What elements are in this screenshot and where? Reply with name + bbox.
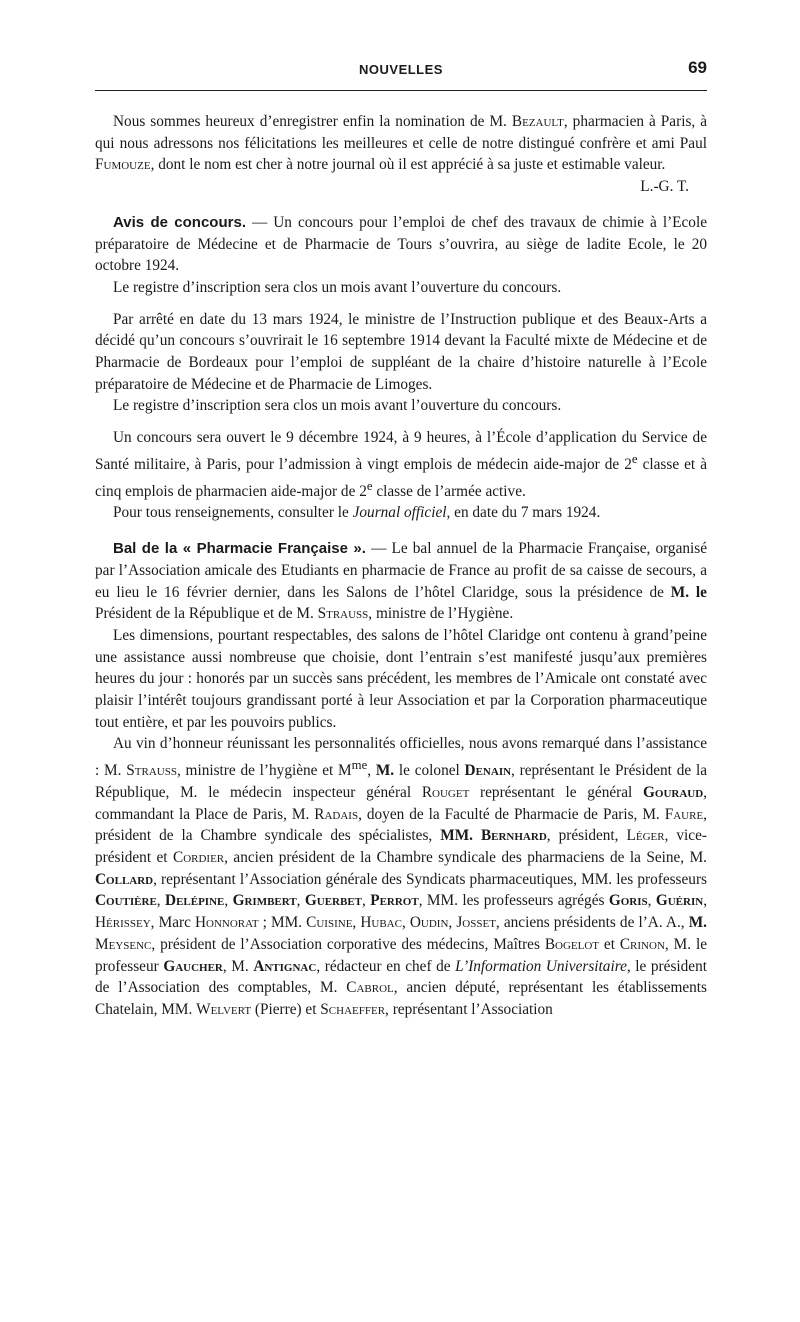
section-heading-avis: Avis de concours. xyxy=(113,213,246,231)
avis-paragraph-3: Par arrêté en date du 13 mars 1924, le ministre de l’Instruction publique et des Beaux-Arts a décidé qu’un concours s’ouvrirait le 16 septembre 1914 devant la Faculté mixte de Médecine et de Pharmacie de Bordeaux pour l’emploi de suppléant de la chaire d’histoire naturelle à l’Ecole préparatoire de Médecine et de Pharmacie de Limoges. xyxy=(95,310,707,393)
avis-paragraph-1: Avis de concours. — Un concours pour l’emploi de chef des travaux de chimie à l’Ecole préparatoire de Médecine et de Pharmacie de Tours s’ouvrira, au siège de ladite Ecole, le 20 octobre 1924. xyxy=(95,213,707,275)
avis-paragraph-4: Le registre d’inscription sera clos un mois avant l’ouverture du concours. xyxy=(113,397,562,415)
signature: L.-G. T. xyxy=(640,178,689,196)
page-number: 69 xyxy=(688,58,707,77)
running-head: NOUVELLES xyxy=(359,62,443,77)
article-body xyxy=(95,111,707,1021)
nomination-paragraph: Nous sommes heureux d’enregistrer enfin la nomination de M. Bezault, pharmacien à Paris, à qui nous adressons nos félicitations les meilleures et celle de notre distingué confrère et ami Paul Fumouze, dont le nom est cher à notre journal où il est apprécié à sa juste et estimable valeur. xyxy=(95,113,708,174)
bal-paragraph-2: Les dimensions, pourtant respectables, des salons de l’hôtel Claridge ont contenu à grand’peine une assistance aussi nombreuse que choisie, dont l’entrain s’est manifesté jusqu’aux premières heures du jour : honorés par un succès sans précédent, les membres de l’Amicale ont constaté avec plaisir l’intérêt toujours grandissant porté à leur Association et par la Corporation pharmaceutique tout entière, et par les pouvoirs publics. xyxy=(95,626,707,731)
name-fumouze: Fumouze xyxy=(95,156,151,174)
journal-officiel: Journal officiel xyxy=(352,504,447,522)
bal-paragraph-1: Bal de la « Pharmacie Française ». — Le bal annuel de la Pharmacie Française, organisé par l’Association amicale des Etudiants en pharmacie de France au profit de sa caisse de secours, a eu lieu le 16 février dernier, dans les Salons de l’hôtel Claridge, sous la présidence de M. le Président de la République et de M. Strauss, ministre de l’Hygiène. xyxy=(95,540,707,623)
avis-paragraph-5: Un concours sera ouvert le 9 décembre 1924, à 9 heures, à l’École d’application du Service de Santé militaire, à Paris, pour l’admission à vingt emplois de médecin aide-major de 2e classe et à cinq emplois de pharmacien aide-major de 2e classe de l’armée active. xyxy=(95,429,707,500)
page-header xyxy=(95,56,707,91)
avis-paragraph-6: Pour tous renseignements, consulter le Journal officiel, en date du 7 mars 1924. xyxy=(113,504,601,522)
bal-paragraph-3: Au vin d’honneur réunissant les personnalités officielles, nous avons remarqué dans l’assistance : M. Strauss, ministre de l’hygiène et $M^{me}$, M. le colonel Denain, représentant le Président de la République, M. le médecin inspecteur général Rouget représentant le général Gouraud, commandant la Place de Paris, M. Radais, doyen de la Faculté de Pharmacie de Paris, M. Faure, président de la Chambre syndicale des spécialistes, MM. Bernhard, président, Léger, vice-président et Cordier, ancien président de la Chambre syndicale des pharmaciens de la Seine, M. Collard, représentant l’Association générale des Syndicats pharmaceutiques, MM. les professeurs Coutière, Delépine, Grimbert, Guerbet, Perrot, MM. les professeurs agrégés Goris, Guérin, Hérissey, Marc Honnorat ; MM. Cuisine, Hubac, Oudin, Josset, anciens présidents de l’A. A., M. Meysenc, président de l’Association corporative des médecins, Maîtres Bogelot et Crinon, M. le professeur Gaucher, M. Antignac, rédacteur en chef de L’Information Universitaire, le président de l’Association des comptables, M. Cabrol, ancien député, représentant les établissements Chatelain, MM. Welvert (Pierre) et Schaeffer, représentant l’Association xyxy=(95,735,708,1018)
name-bezault: Bezault xyxy=(511,113,564,130)
journal-page xyxy=(95,56,707,1021)
section-heading-bal: Bal de la « Pharmacie Française ». xyxy=(113,540,366,558)
avis-paragraph-2: Le registre d’inscription sera clos un mois avant l’ouverture du concours. xyxy=(113,278,562,296)
